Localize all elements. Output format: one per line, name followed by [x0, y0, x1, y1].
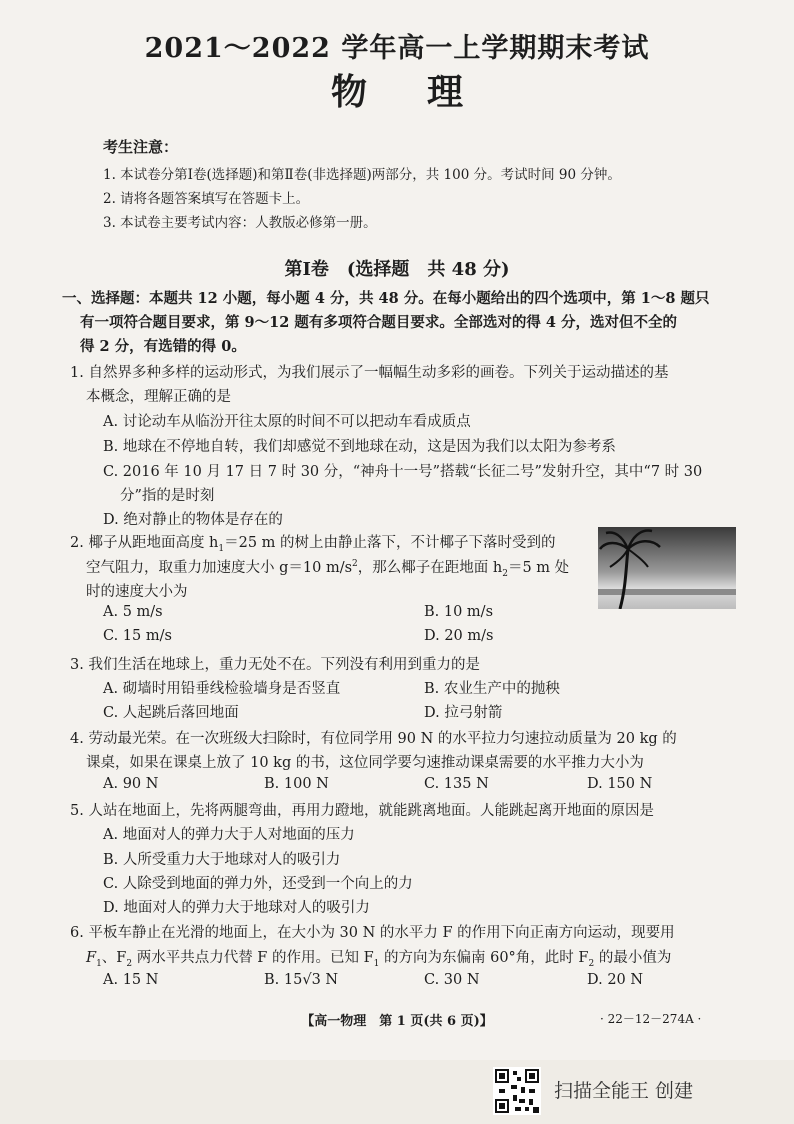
q5-option-b: B. 人所受重力大于地球对人的吸引力 — [103, 852, 341, 868]
notice-item-1: 1. 本试卷分第Ⅰ卷(选择题)和第Ⅱ卷(非选择题)两部分，共 100 分。考试时间 90 分钟。 — [103, 167, 621, 183]
q5-stem: 5. 人站在地面上，先将两腿弯曲，再用力蹬地，就能跳离地面。人能跳起离开地面的原因是 — [70, 803, 654, 819]
q4-stem-line-2: 课桌，如果在课桌上放了 10 kg 的书，这位同学要匀速推动课桌需要的水平推力大小为 — [86, 755, 644, 771]
q4-option-a: A. 90 N — [103, 776, 159, 792]
paper-code: · 22－12－274A · — [600, 1012, 702, 1026]
q4-option-b: B. 100 N — [264, 776, 329, 792]
section-heading: 第Ⅰ卷 (选择题 共 48 分) — [284, 259, 510, 280]
section-intro-line-1: 一、选择题：本题共 12 小题，每小题 4 分，共 48 分。在每小题给出的四个选项中，第 1～8 题只 — [62, 290, 710, 307]
q3-option-c: C. 人起跳后落回地面 — [103, 705, 239, 721]
q6-option-c: C. 30 N — [424, 972, 480, 988]
q5-option-c: C. 人除受到地面的弹力外，还受到一个向上的力 — [103, 876, 413, 892]
palm-tree-image — [598, 527, 736, 609]
q2-option-a: A. 5 m/s — [103, 604, 163, 620]
qr-code-icon — [493, 1067, 541, 1115]
q2-stem-line-3: 时的速度大小为 — [86, 584, 188, 600]
q1-option-d: D. 绝对静止的物体是存在的 — [103, 512, 283, 528]
q4-stem-line-1: 4. 劳动最光荣。在一次班级大扫除时，有位同学用 90 N 的水平拉力匀速拉动质量为 20 kg 的 — [70, 731, 677, 747]
q1-option-c-line-2: 分”指的是时刻 — [120, 488, 215, 504]
q6-stem-line-2: $F_1$、$F_2$ 两水平共点力代替 F 的作用。已知 $F_1$ 的方向为东偏南 60°角，此时 $F_2$ 的最小值为 — [86, 950, 672, 969]
q6-option-a: A. 15 N — [103, 972, 159, 988]
q2-stem-line-1: 2. 椰子从距地面高度 $h_1=25$ m 的树上由静止落下，不计椰子下落时受到的 — [70, 535, 556, 554]
q1-stem-line-1: 1. 自然界多种多样的运动形式，为我们展示了一幅幅生动多彩的画卷。下列关于运动描述的基 — [70, 365, 669, 381]
section-intro-line-2: 有一项符合题目要求，第 9～12 题有多项符合题目要求。全部选对的得 4 分，选对但不全的 — [80, 314, 678, 331]
notice-title: 考生注意： — [103, 138, 179, 156]
q3-option-a: A. 砌墙时用铅垂线检验墙身是否竖直 — [103, 681, 341, 697]
q1-option-a: A. 讨论动车从临汾开往太原的时间不可以把动车看成质点 — [103, 414, 471, 430]
q6-option-b: B. 15√3 N — [264, 972, 339, 988]
q1-option-c-line-1: C. 2016 年 10 月 17 日 7 时 30 分，“神舟十一号”搭载“长征二号”发射升空，其中“7 时 30 — [103, 464, 703, 480]
q1-option-b: B. 地球在不停地自转，我们却感觉不到地球在动，这是因为我们以太阳为参考系 — [103, 439, 616, 455]
q2-stem-line-2: 空气阻力，取重力加速度大小 g＝10 $m/s^2$，那么椰子在距地面 $h_2=5$ m 处 — [86, 559, 570, 579]
q3-stem: 3. 我们生活在地球上，重力无处不在。下列没有利用到重力的是 — [70, 657, 480, 673]
scanner-watermark: 扫描全能王 创建 — [554, 1080, 694, 1102]
notice-item-2: 2. 请将各题答案填写在答题卡上。 — [103, 191, 310, 207]
q4-option-c: C. 135 N — [424, 776, 489, 792]
notice-item-3: 3. 本试卷主要考试内容：人教版必修第一册。 — [103, 215, 377, 231]
q3-option-b: B. 农业生产中的抛秧 — [424, 681, 560, 697]
exam-title: 2021～2022 学年高一上学期期末考试 — [144, 33, 650, 64]
exam-subject: 物理 — [330, 71, 523, 113]
q6-stem-line-1: 6. 平板车静止在光滑的地面上，在大小为 30 N 的水平力 F 的作用下向正南方向运动，现要用 — [70, 925, 675, 941]
q2-option-c: C. 15 m/s — [103, 628, 172, 644]
q1-stem-line-2: 本概念，理解正确的是 — [86, 389, 231, 405]
page-footer: 【高一物理 第 1 页(共 6 页)】 — [301, 1014, 493, 1029]
q2-option-d: D. 20 m/s — [424, 628, 494, 644]
q6-option-d: D. 20 N — [587, 972, 644, 988]
q2-option-b: B. 10 m/s — [424, 604, 494, 620]
q5-option-a: A. 地面对人的弹力大于人对地面的压力 — [103, 827, 355, 843]
q5-option-d: D. 地面对人的弹力大于地球对人的吸引力 — [103, 900, 370, 916]
q4-option-d: D. 150 N — [587, 776, 653, 792]
q3-option-d: D. 拉弓射箭 — [424, 705, 503, 721]
section-intro-line-3: 得 2 分，有选错的得 0。 — [80, 338, 246, 355]
